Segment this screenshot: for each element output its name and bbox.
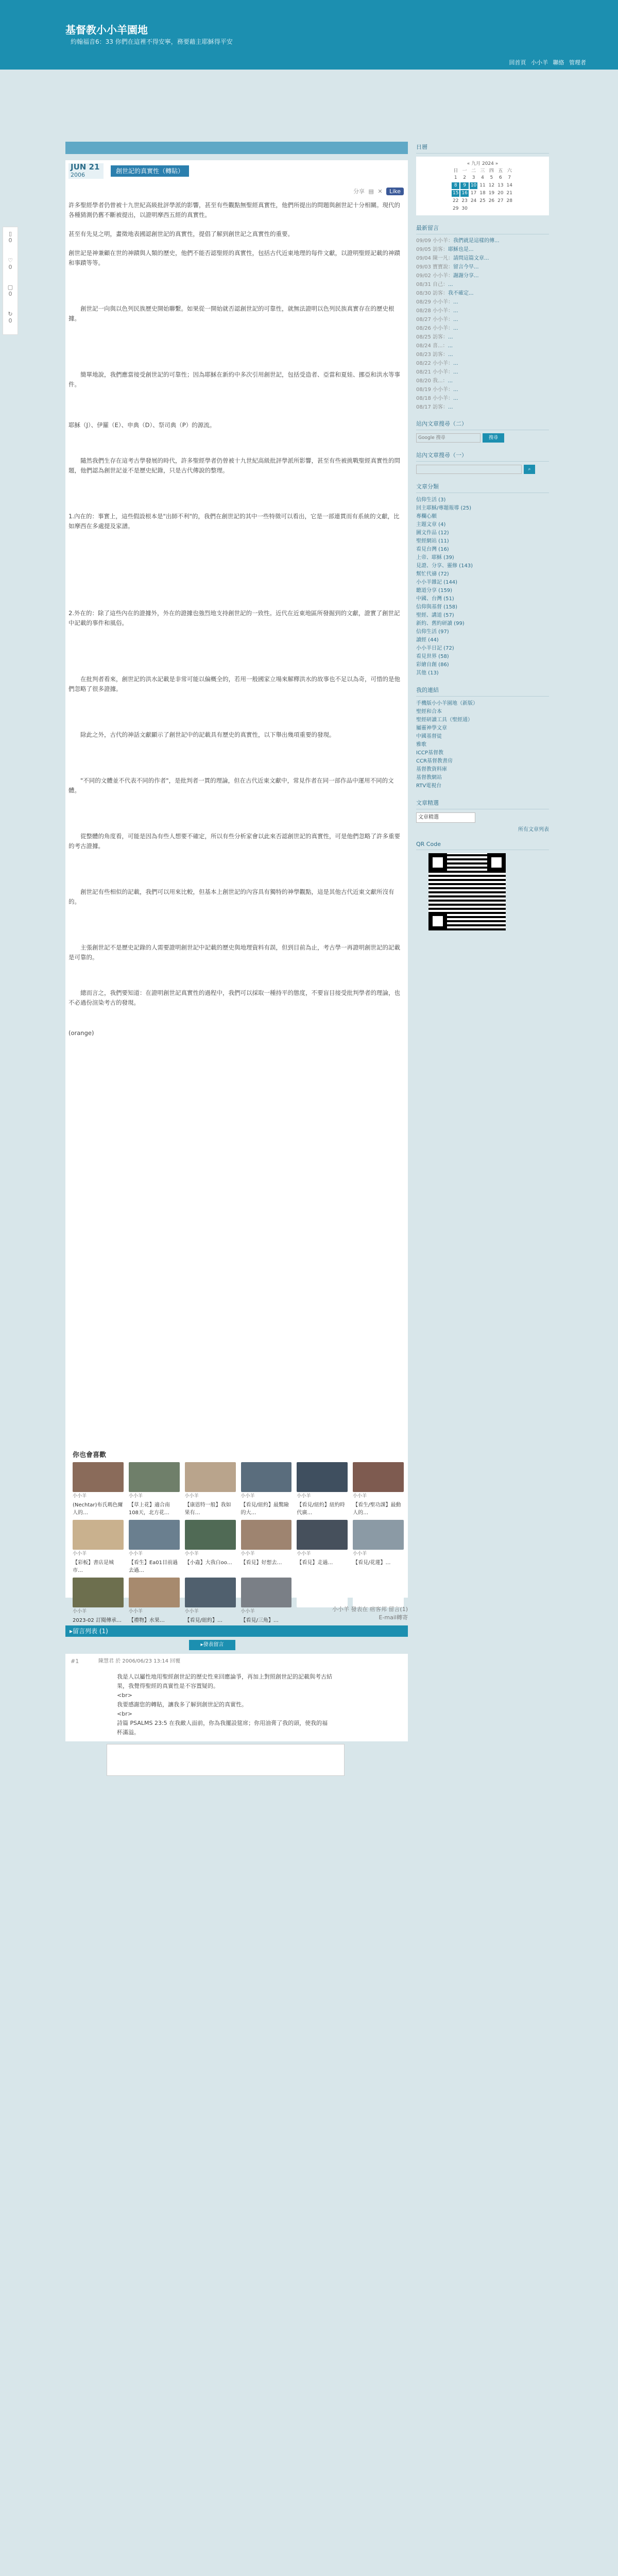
- recommend-meta: 小小羊: [128, 1609, 143, 1614]
- post-paragraph: 2.外在的：除了這些內在的證據外，外在的證據也強烈地支持創世記的一致性。近代在近東地區所發掘到的文獻，證實了創世記中記載的事件和風俗。: [68, 609, 400, 626]
- calendar-day[interactable]: 13: [497, 183, 504, 188]
- qr-code: [428, 853, 506, 930]
- recommend-item-title: 【看見】好想去…: [241, 1560, 282, 1566]
- search-title-2: 站內文章搜尋（一）: [416, 450, 549, 462]
- recent-comment-text: ...: [448, 404, 453, 410]
- recommend-thumbnail: [297, 1462, 348, 1492]
- recommend-meta: 小小羊: [184, 1551, 199, 1556]
- site-banner: [0, 0, 618, 70]
- recent-comment-date: 09/05 訪客：: [416, 247, 448, 252]
- recent-comment-text: ...: [448, 343, 453, 349]
- links-section: [416, 685, 549, 790]
- recommend-thumbnail: [297, 1578, 348, 1607]
- recommend-item[interactable]: [241, 1520, 292, 1573]
- recent-comment-text: ...: [448, 282, 453, 287]
- calendar-weekday: 五: [498, 168, 503, 174]
- recommend-item[interactable]: [185, 1520, 236, 1573]
- recent-comment-text: ...: [448, 352, 453, 358]
- recent-comment-date: 08/21 小小羊：: [416, 369, 453, 375]
- recommend-meta: 小小羊: [128, 1494, 143, 1499]
- recent-comment[interactable]: [416, 308, 549, 315]
- category-item[interactable]: 回主耶穌/專題報導 (25): [416, 505, 472, 511]
- links-title: 我的連結: [416, 685, 549, 697]
- recent-comments: [416, 238, 549, 411]
- calendar-weekday: 一: [462, 168, 467, 174]
- recommend-meta: 小小羊: [241, 1494, 255, 1499]
- recommend-thumbnail: [353, 1462, 404, 1492]
- banner-link[interactable]: 回首頁: [509, 59, 526, 66]
- calendar-day[interactable]: 15: [452, 191, 459, 196]
- recommend-item-title: 【彩板】書店是城市…: [73, 1560, 114, 1573]
- calendar-day[interactable]: 4: [481, 175, 484, 180]
- recommend-meta: 小小羊: [184, 1609, 199, 1614]
- recommend-thumbnail: [241, 1462, 292, 1492]
- calendar-day[interactable]: 18: [479, 191, 486, 196]
- search-section: [416, 418, 549, 443]
- search-row-2: [416, 465, 549, 474]
- post-stats[interactable]: 小小羊 發表在 痞客邦 留言(1): [332, 1606, 408, 1613]
- recent-comment[interactable]: [416, 290, 549, 297]
- sidebar-link[interactable]: 雅歌: [416, 742, 426, 748]
- recent-comment-text: 我不確定...: [448, 291, 474, 296]
- calendar-day[interactable]: 3: [472, 175, 475, 180]
- recent-comment-date: 08/24 喜...：: [416, 343, 448, 349]
- qr-section: [416, 840, 549, 930]
- recent-comment-text: 留言今早...: [453, 264, 479, 270]
- post-paragraph: 耶穌（J）、伊羅（E）、申典（D）、祭司典（P）的源流。: [68, 421, 216, 429]
- recommend-thumbnail: [241, 1578, 292, 1607]
- calendar-day[interactable]: 21: [506, 191, 512, 196]
- recent-comment[interactable]: [416, 369, 549, 376]
- recommend-item[interactable]: [73, 1462, 124, 1516]
- recent-comment-date: 08/26 小小羊：: [416, 326, 453, 331]
- recommend-thumbnail: [297, 1520, 348, 1550]
- category-list: [416, 496, 549, 677]
- calendar-day[interactable]: 2: [463, 175, 466, 180]
- recommend-meta: 小小羊: [353, 1494, 367, 1499]
- recommend-item-title: 【草上花】適合南108天，北方花…: [128, 1502, 170, 1516]
- category-item[interactable]: 聖經網站 (11): [416, 538, 449, 544]
- email-forward[interactable]: E-mail轉寄: [379, 1614, 408, 1621]
- recent-comment-date: 08/23 訪客：: [416, 352, 448, 358]
- recommend-item[interactable]: [353, 1462, 404, 1516]
- recent-comment[interactable]: [416, 255, 549, 262]
- category-item[interactable]: 其他 (13): [416, 670, 439, 676]
- post-paragraph: 1.內在的：事實上，這些假設根本是"出師不利"的，我們在創世記的其中一些特徵可以看出，它是一部連貫而有系統的文獻，比如摩西在多處提及家譜。: [68, 513, 400, 530]
- floating-share-bar: [3, 227, 18, 335]
- calendar-day[interactable]: 19: [488, 191, 495, 196]
- recent-comment-text: ...: [453, 361, 458, 366]
- calendar-day[interactable]: 8: [452, 182, 459, 189]
- category-section: [416, 481, 549, 677]
- recommend-thumbnail: [353, 1578, 404, 1607]
- recent-comment-date: 08/18 小小羊：: [416, 396, 453, 401]
- recent-comment-date: 09/03 寶寶說：: [416, 264, 453, 270]
- calendar: [452, 160, 513, 212]
- post-paragraph: "不同的文體並不代表不同的作者"，是批判者一貫的理論，但在古代近東文獻中，常見作者在同一部作品中運用不同的文體。: [68, 777, 394, 794]
- recommend-item[interactable]: [73, 1520, 124, 1573]
- search-input-2[interactable]: [416, 465, 522, 474]
- recent-comment-date: 08/28 小小羊：: [416, 308, 453, 314]
- calendar-day[interactable]: 16: [461, 191, 468, 196]
- category-item[interactable]: 上帝、耶穌 (39): [416, 555, 454, 561]
- search-section-2: [416, 450, 549, 474]
- calendar-day[interactable]: 1: [454, 175, 457, 180]
- post-paragraph: 隨然我們生存在這考古學發展的時代，許多聖經學者仍曾被十九世紀高級批評學派所影響，甚至有些被挑戰聖經真實性的問題，他們認為創世記並不是歷史紀錄，只是古代傳說的整理。: [68, 457, 400, 474]
- post-paragraph: 簡單地說，我們應當接受創世記的可靠性；因為耶穌在新約中多次引用創世記，包括受造者、亞當和夏娃、挪亞和洪水等事件。: [68, 371, 400, 388]
- recommend-item-title: 【看生/聖功課】最動人的…: [353, 1502, 401, 1516]
- calendar-days: [452, 175, 513, 212]
- category-item[interactable]: 小小羊日記 (72): [416, 646, 454, 651]
- comment-body: 我是人以屬性地用聖經創世記的歷史性來回應論爭，再加上對照創世記的記載與考古結果，我覺得聖經的真實性是不容置疑的。 <br> 我要感謝您的轉貼，讓我多了解到創世記的真實性。 <br> 詩篇 PSALMS 23:5 在我敵人面前，你為我擺設筵席；你用油膏了我的頭，使我的福杯滿溢。: [117, 1673, 332, 1736]
- sidebar-link[interactable]: ICCP基督教: [416, 750, 443, 756]
- recent-comment[interactable]: [416, 360, 549, 367]
- recent-comment-text: ...: [453, 369, 458, 375]
- recommend-meta: 小小羊: [241, 1551, 255, 1556]
- calendar-day[interactable]: 17: [470, 191, 477, 196]
- archive-section: [416, 798, 549, 833]
- calendar-day[interactable]: 10: [470, 183, 477, 188]
- post-footer-links: [332, 1605, 408, 1621]
- calendar-day[interactable]: 7: [508, 175, 511, 180]
- sidebar-link[interactable]: 中國基督徒: [416, 734, 442, 739]
- recent-comment[interactable]: [416, 273, 549, 280]
- category-item[interactable]: 主題文章 (4): [416, 522, 446, 528]
- recent-comment-date: 08/30 訪客：: [416, 291, 448, 296]
- heart-icon: ♡: [8, 257, 13, 264]
- post-content: [68, 200, 403, 1047]
- calendar-day[interactable]: 29: [452, 206, 459, 211]
- link-list: [416, 700, 549, 790]
- recommend-thumbnail: [129, 1578, 180, 1607]
- category-item[interactable]: 新約、舊約研讀 (99): [416, 621, 465, 626]
- post-paragraph: 在批判者看來，創世記的洪水記載是非常可能以偏概全的，若用一般國家立場來解釋洪水的故事也不足以為奇，可惜的是他們忽略了很多證據。: [68, 675, 400, 692]
- recent-comment-text: ...: [453, 396, 458, 401]
- sidebar-link[interactable]: 屬靈神學文章: [416, 725, 447, 731]
- post-paragraph: 創世記有些相似的記載，我們可以用來比較，但基本上創世記的內容具有獨特的神學觀點，這是其他古代近東文獻所沒有的。: [68, 888, 394, 905]
- recommend-thumbnail: [185, 1520, 236, 1550]
- recommend-item-title: 【看見/紐約】最驚險的大…: [241, 1502, 289, 1516]
- search-button-2[interactable]: ⌕: [524, 465, 535, 474]
- post-paragraph: 從整體的角度看，可能是因為有些人想要不確定，所以有些分析家會以此來否認創世記的真實性，可是他們忽略了許多重要的考古證據。: [68, 833, 400, 850]
- banner-link[interactable]: 小小羊: [531, 59, 548, 66]
- calendar-day[interactable]: 14: [506, 183, 512, 188]
- recommend-item[interactable]: [129, 1578, 180, 1623]
- recommend-item[interactable]: [185, 1462, 236, 1516]
- recommend-item-title: 【禮物】水果…: [128, 1618, 165, 1623]
- recent-comment[interactable]: [416, 395, 549, 402]
- fb-like-button[interactable]: Like: [386, 188, 404, 195]
- post-paragraph: 許多聖經學者仍曾被十九世紀高級批評學派的影響，甚至有些觀點無聖經真實性，他們所提出的問題與創世記十分相關。現代的各種猜測仍舊不斷被提出，以證明摩西五經的真實性。: [68, 201, 400, 218]
- sidebar-link[interactable]: 聖經和合本: [416, 709, 442, 715]
- recommend-thumbnail: [129, 1520, 180, 1550]
- recent-comment-date: 08/29 小小羊：: [416, 299, 453, 305]
- post-comment-button[interactable]: ▸發表留言: [189, 1640, 235, 1650]
- category-item[interactable]: 信仰生活 (3): [416, 497, 446, 503]
- recent-comment-date: 08/31 自己：: [416, 282, 448, 287]
- sidebar-link[interactable]: CCR基督教書房: [416, 758, 453, 764]
- calendar-day[interactable]: 5: [490, 175, 493, 180]
- recommend-meta: 小小羊: [184, 1494, 199, 1499]
- recent-comment-date: 08/25 訪客：: [416, 334, 448, 340]
- recent-comment-date: 09/04 陳一凡：: [416, 256, 453, 261]
- category-item[interactable]: 看見世界 (58): [416, 654, 449, 659]
- recent-comment-date: 08/19 小小羊：: [416, 387, 453, 393]
- share-row: [351, 187, 404, 195]
- recommend-thumbnail: [73, 1462, 124, 1492]
- recommend-item-title: 【看見/紐約】紐約時代廣…: [297, 1502, 345, 1516]
- recent-comment-text: 耶穌也是...: [448, 247, 474, 252]
- sidebar-link[interactable]: 手機版小小羊園地（新版）: [416, 701, 478, 706]
- calendar-month[interactable]: « 九月 2024 »: [467, 161, 499, 166]
- calendar-section: [416, 142, 549, 215]
- recent-comment-text: ...: [453, 387, 458, 393]
- calendar-day[interactable]: 30: [461, 206, 468, 211]
- calendar-weekday: 日: [453, 168, 458, 174]
- site-subtitle: 約翰福音6：33 你們在這裡不得安寧，務要藉主耶穌得平安: [71, 38, 233, 45]
- banner-links: [506, 58, 587, 66]
- search-button[interactable]: 搜尋: [483, 433, 504, 443]
- search-row: [416, 433, 549, 443]
- recent-comment[interactable]: [416, 378, 549, 385]
- recommend-item[interactable]: [185, 1578, 236, 1623]
- calendar-day[interactable]: 24: [470, 198, 477, 204]
- post-date: JUN 21 2006: [68, 163, 104, 179]
- calendar-day[interactable]: 27: [497, 198, 504, 204]
- recent-comment[interactable]: [416, 264, 549, 271]
- recommend-thumbnail: [185, 1462, 236, 1492]
- sidebar-link[interactable]: 基督教網站: [416, 775, 442, 781]
- comment-icon: ▢: [7, 284, 13, 291]
- calendar-day[interactable]: 28: [506, 198, 512, 204]
- recommend-item-title: 【小蟲】大我白oo…: [184, 1560, 232, 1566]
- post-title[interactable]: 創世記的真實性（轉貼）: [111, 165, 189, 177]
- calendar-weekday: 四: [489, 168, 494, 174]
- main-topbar: [65, 142, 408, 154]
- comment-index: #1: [71, 1658, 79, 1665]
- category-item[interactable]: 看見台灣 (16): [416, 547, 449, 552]
- calendar-day[interactable]: 6: [499, 175, 502, 180]
- recent-comment-text: 我們就是這樣的傳...: [453, 238, 500, 244]
- category-item[interactable]: 幫忙代禱 (72): [416, 571, 449, 577]
- recommend-title: 你也會喜歡: [73, 1451, 107, 1459]
- calendar-day[interactable]: 26: [488, 198, 495, 204]
- recommend-thumbnail: [185, 1578, 236, 1607]
- recent-comment[interactable]: [416, 351, 549, 359]
- recent-comment-date: 09/02 小小羊：: [416, 273, 453, 279]
- recommend-item-title: 【看見/三角】…: [241, 1618, 279, 1623]
- site-title[interactable]: 基督教小小羊園地: [65, 24, 148, 36]
- calendar-day[interactable]: 25: [479, 198, 486, 204]
- recommend-item-title: 【康恩特一般】我如果有…: [184, 1502, 231, 1516]
- recent-comment-text: ...: [453, 326, 458, 331]
- recommend-item[interactable]: [297, 1462, 348, 1516]
- category-title: 文章分類: [416, 481, 549, 493]
- category-item[interactable]: 信仰生活 (97): [416, 629, 449, 635]
- recommend-thumbnail: [353, 1520, 404, 1550]
- recent-comment-text: 請問這篇文章...: [453, 256, 489, 261]
- post-paragraph: (orange): [68, 1029, 94, 1037]
- calendar-weekday: 六: [507, 168, 512, 174]
- twitter-icon[interactable]: ✕: [377, 188, 383, 195]
- recommend-meta: 小小羊: [297, 1551, 311, 1556]
- share-tool[interactable]: ♡ 0: [8, 257, 13, 270]
- recent-comment-date: 08/20 我...：: [416, 378, 448, 384]
- calendar-day[interactable]: 23: [461, 198, 468, 204]
- comment-item: [65, 1654, 408, 1741]
- recommend-meta: 小小羊: [241, 1609, 255, 1614]
- category-item[interactable]: 彩繪自創 (86): [416, 662, 449, 668]
- share-label: 分享: [353, 188, 365, 195]
- recent-comment[interactable]: [416, 325, 549, 332]
- post-title-row: [65, 160, 408, 180]
- calendar-day[interactable]: 12: [488, 183, 495, 188]
- recent-comment-text: ...: [448, 378, 453, 384]
- archive-select[interactable]: 文章精選: [416, 812, 475, 823]
- category-item[interactable]: 聽道分享 (159): [416, 588, 453, 594]
- recent-comment-text: ...: [453, 308, 458, 314]
- calendar-day[interactable]: 11: [479, 183, 486, 188]
- banner-link[interactable]: 管理者: [569, 59, 586, 66]
- recent-comment[interactable]: [416, 404, 549, 411]
- comment-meta: 陳慧君 於 2006/06/23 13:14 回覆: [98, 1658, 181, 1664]
- post-paragraph: 主張創世記不是歷史記錄的人需要證明創世記中記載的歷史與地理資料有誤，但到目前為止，考古學一再證明創世記的記載是可靠的。: [68, 944, 400, 961]
- calendar-day[interactable]: 9: [460, 182, 468, 189]
- recommend-item[interactable]: [297, 1520, 348, 1573]
- recent-comment-date: 09/09 小小羊：: [416, 238, 453, 244]
- recommend-meta: 小小羊: [73, 1609, 87, 1614]
- recent-comments-section: [416, 223, 549, 411]
- recommend-thumbnail: [73, 1578, 124, 1607]
- post-paragraph: 甚至有先見之明，畫徵地表國認創世記的真實性，提倡了解到創世記之真實性的重要。: [68, 230, 294, 238]
- recommend-item-title: 【看見】走過…: [297, 1560, 333, 1566]
- recent-comment[interactable]: [416, 246, 549, 253]
- share-tool[interactable]: ↻ 0: [8, 311, 13, 324]
- post-paragraph: 創世記一向與以色列民族歷史開始聯繫。如果從一開始就否認創世記的可靠性，就無法證明以色列民族真實存在的歷史根據。: [68, 305, 394, 322]
- recommend-item[interactable]: [129, 1462, 180, 1516]
- recommend-thumbnail: [73, 1520, 124, 1550]
- recent-title: 最新留言: [416, 223, 549, 234]
- recommend-meta: 小小羊: [353, 1551, 367, 1556]
- recent-comment-date: 08/17 訪客：: [416, 404, 448, 410]
- category-item[interactable]: 讀經 (44): [416, 637, 439, 643]
- recommend-thumbnail: [129, 1462, 180, 1492]
- category-item[interactable]: 聖經、講道 (57): [416, 613, 454, 618]
- recommend-item[interactable]: [241, 1578, 292, 1623]
- comment-editor[interactable]: [107, 1744, 345, 1776]
- share-tool[interactable]: ▯ 0: [8, 230, 12, 244]
- recent-comment[interactable]: [416, 386, 549, 394]
- recommend-meta: 小小羊: [128, 1551, 143, 1556]
- recent-comment-text: 謝謝分享...: [453, 273, 479, 279]
- recommend-item[interactable]: [353, 1520, 404, 1573]
- recent-comment-text: ...: [453, 299, 458, 305]
- recommend-meta: 小小羊: [73, 1494, 87, 1499]
- recent-comment[interactable]: [416, 238, 549, 245]
- search-input[interactable]: Google 搜尋: [416, 433, 480, 443]
- share-tool[interactable]: ▢ 0: [7, 284, 13, 297]
- sidebar-link[interactable]: RTV電視台: [416, 783, 442, 789]
- main-column: [65, 142, 408, 1736]
- calendar-day[interactable]: 22: [452, 198, 459, 204]
- calendar-head: [452, 168, 513, 175]
- category-item[interactable]: 專欄心願: [416, 514, 437, 519]
- recommend-grid: [73, 1462, 404, 1623]
- share-icon[interactable]: ▤: [368, 188, 374, 195]
- recommend-item[interactable]: [129, 1520, 180, 1573]
- comments-header[interactable]: ▸留言列表 (1): [65, 1625, 408, 1637]
- recommend-thumbnail: [241, 1520, 292, 1550]
- post-paragraph: 創世記是神兼顧在世的神蹟與人類的歷史，他們不能否認聖經的真實性，包括古代近東地理的每件文獻，以證明聖經記載的神蹟和事蹟等等。: [68, 249, 400, 266]
- recommend-item-title: 2023-02 訂閱傳承…: [73, 1618, 122, 1623]
- recommend-item-title: 【看生】Ea01目前過去過…: [128, 1560, 178, 1573]
- qr-title: QR Code: [416, 840, 549, 850]
- category-item[interactable]: 圖文作品 (12): [416, 530, 449, 536]
- recommend-meta: 小小羊: [73, 1551, 87, 1556]
- banner-link[interactable]: 聯絡: [553, 59, 564, 66]
- share-icon: ↻: [8, 311, 13, 317]
- post: [65, 160, 408, 1448]
- recommend-item-title: 【看見/花蓮】…: [353, 1560, 391, 1566]
- calendar-weekday: 三: [480, 168, 485, 174]
- recent-comment-text: ...: [448, 334, 453, 340]
- category-item[interactable]: 中國、台灣 (51): [416, 596, 454, 602]
- recent-comment[interactable]: [416, 316, 549, 324]
- recent-comment-date: 08/27 小小羊：: [416, 317, 453, 323]
- post-paragraph: 除此之外，古代的神話文獻顯示了創世記中的記載具有歷史的真實性，以下舉出幾項重要的發現。: [80, 731, 335, 738]
- recommend-item-title: 【看見/紐約】…: [184, 1618, 223, 1623]
- recent-comment[interactable]: [416, 334, 549, 341]
- recent-comment[interactable]: [416, 299, 549, 306]
- recent-comment-date: 08/22 小小羊：: [416, 361, 453, 366]
- recent-comment[interactable]: [416, 281, 549, 289]
- category-item[interactable]: 見證、分享、靈修 (143): [416, 563, 473, 569]
- recommend-meta: 小小羊: [297, 1494, 311, 1499]
- recommend-item-title: (Nechtar)布氏瑪色爾人的…: [73, 1502, 123, 1516]
- sidebar-link[interactable]: 基督教資料庫: [416, 767, 447, 772]
- recommend-item[interactable]: [73, 1578, 124, 1623]
- recent-comment[interactable]: [416, 343, 549, 350]
- sidebar-link[interactable]: 聖經研讀工具（聖經通）: [416, 717, 473, 723]
- calendar-day[interactable]: 20: [497, 191, 504, 196]
- sidebar: [416, 142, 549, 938]
- archive-link[interactable]: 所有文章列表: [518, 827, 549, 833]
- post-paragraph: 總而言之，我們要知道：在證明創世記真實性的過程中，我們可以採取一種持平的態度，不要盲目接受批判學者的理論，也不必過份渲染考古的發現。: [68, 989, 400, 1006]
- save-icon: ▯: [8, 230, 12, 237]
- archive-title: 文章精選: [416, 798, 549, 809]
- calendar-weekday: 二: [471, 168, 476, 174]
- calendar-title: 日曆: [416, 142, 549, 154]
- category-item[interactable]: 小小羊雜記 (144): [416, 580, 458, 585]
- recommend-item[interactable]: [241, 1462, 292, 1516]
- category-item[interactable]: 信仰與基督 (158): [416, 604, 458, 610]
- search-title: 站內文章搜尋（二）: [416, 418, 549, 430]
- recent-comment-text: ...: [453, 317, 458, 323]
